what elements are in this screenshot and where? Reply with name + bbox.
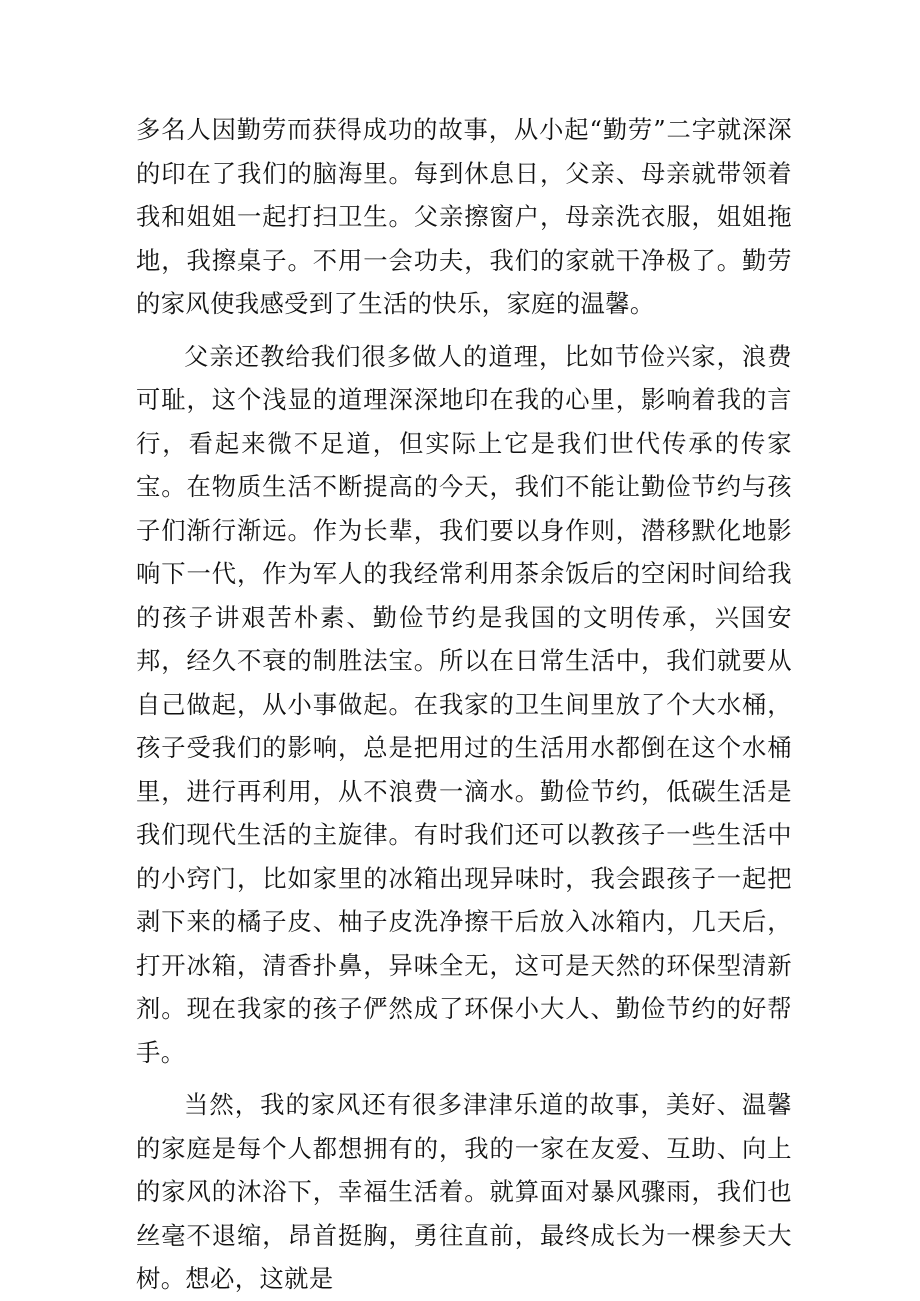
paragraph-1: 多名人因勤劳而获得成功的故事，从小起“勤劳”二字就深深的印在了我们的脑海里。每到休息日，父亲、母亲就带领着我和姐姐一起打扫卫生。父亲擦窗户，母亲洗衣服，姐姐拖地，我擦桌子。不用一会功夫，我们的家就干净极了。勤劳的家风使我感受到了生活的快乐，家庭的温馨。 bbox=[136, 115, 792, 318]
document-page bbox=[136, 108, 792, 1301]
paragraph-3: 当然，我的家风还有很多津津乐道的故事，美好、温馨的家庭是每个人都想拥有的，我的一家在友爱、互助、向上的家风的沐浴下，幸福生活着。就算面对暴风骤雨，我们也丝毫不退缩，昂首挺胸，勇往直前，最终成长为一棵参天大树。想必，这就是 bbox=[136, 1090, 792, 1293]
paragraph-2: 父亲还教给我们很多做人的道理，比如节俭兴家，浪费可耻，这个浅显的道理深深地印在我的心里，影响着我的言行，看起来微不足道，但实际上它是我们世代传承的传家宝。在物质生活不断提高的今天，我们不能让勤俭节约与孩子们渐行渐远。作为长辈，我们要以身作则，潜移默化地影响下一代，作为军人的我经常利用茶余饭后的空闲时间给我的孩子讲艰苦朴素、勤俭节约是我国的文明传承，兴国安邦，经久不衰的制胜法宝。所以在日常生活中，我们就要从自己做起，从小事做起。在我家的卫生间里放了个大水桶，孩子受我们的影响，总是把用过的生活用水都倒在这个水桶里，进行再利用，从不浪费一滴水。勤俭节约，低碳生活是我们现代生活的主旋律。有时我们还可以教孩子一些生活中的小窍门，比如家里的冰箱出现异味时，我会跟孩子一起把剥下来的橘子皮、柚子皮洗净擦干后放入冰箱内，几天后，打开冰箱，清香扑鼻，异味全无，这可是天然的环保型清新剂。现在我家的孩子俨然成了环保小大人、勤俭节约的好帮手。 bbox=[136, 341, 792, 1067]
